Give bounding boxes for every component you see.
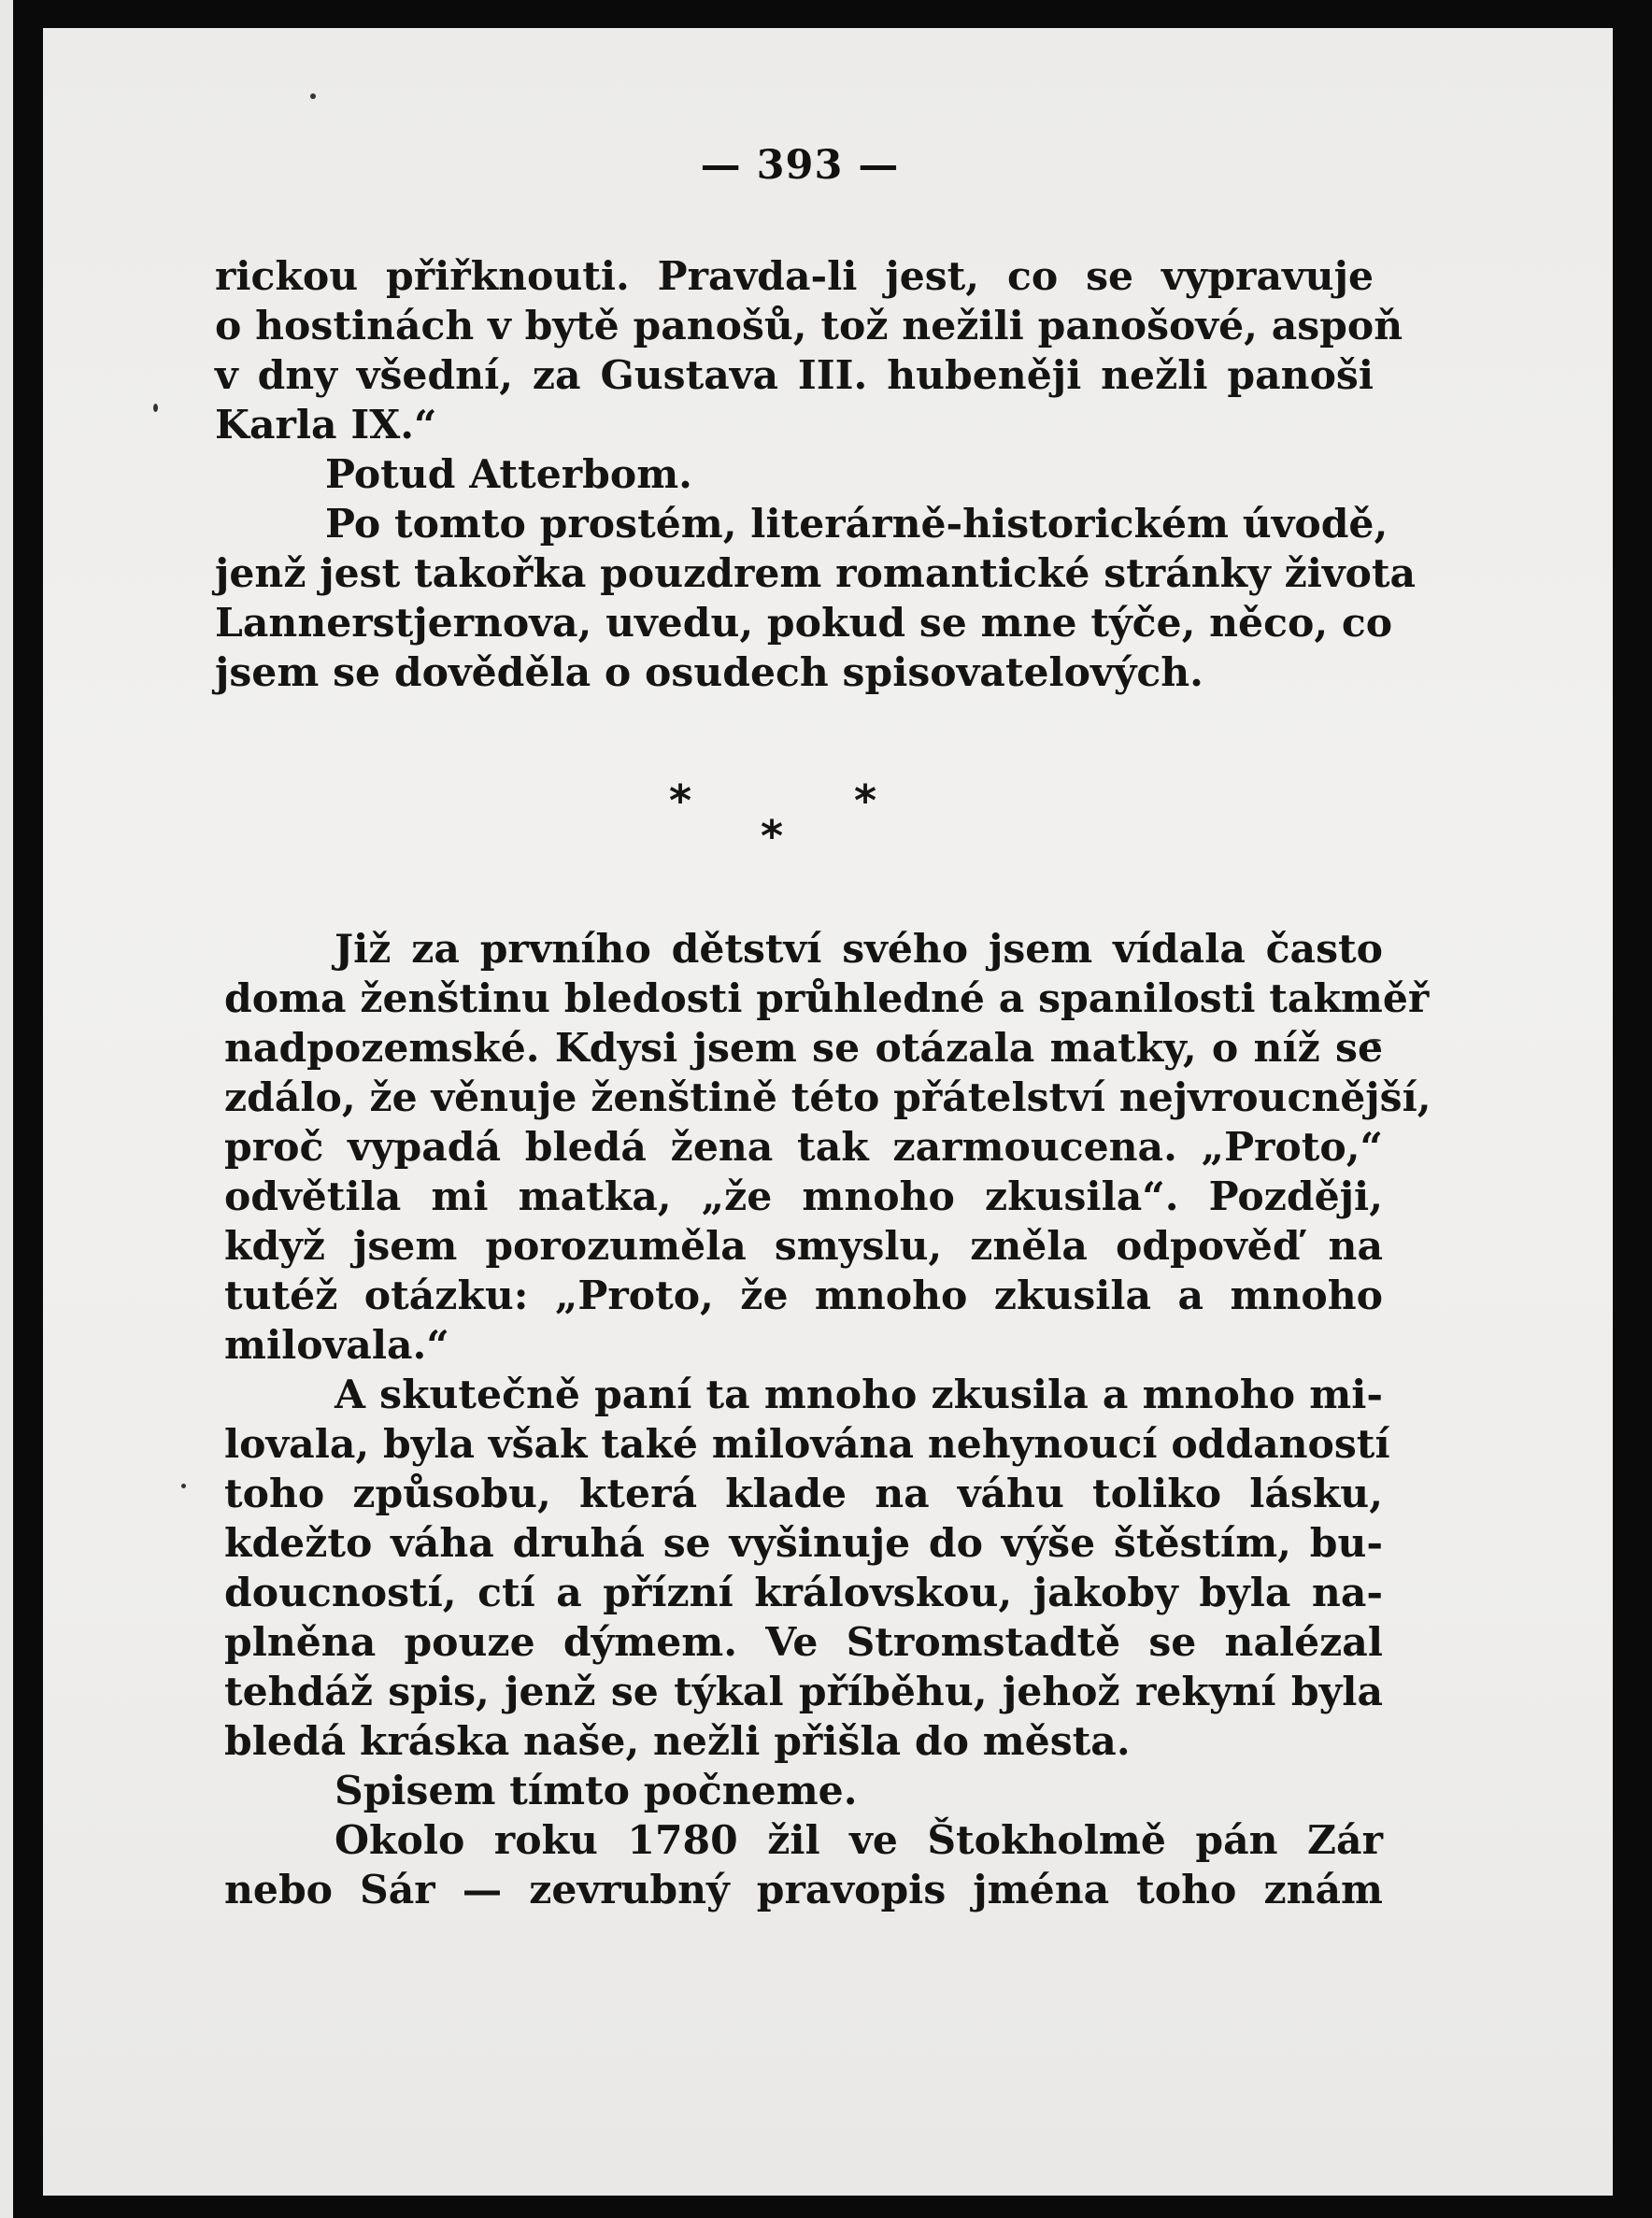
facing-page-edge xyxy=(0,0,13,2218)
page-number: — 393 — xyxy=(700,142,900,189)
text-line: Již za prvního dětství svého jsem vídala často xyxy=(335,926,1383,973)
text-line: Lannerstjernova, uvedu, pokud se mne týče, něco, co xyxy=(215,600,1393,647)
text-block-lower xyxy=(224,925,1431,1915)
text-line: o hostinách v bytě panošů, tož nežili panošové, aspoň xyxy=(215,303,1403,349)
text-line: Karla IX.“ xyxy=(215,402,437,448)
text-line: toho způsobu, která klade na váhu toliko lásku, xyxy=(224,1471,1383,1517)
text-line: jenž jest takořka pouzdrem romantické stránky života xyxy=(215,550,1417,597)
text-line: tehdáž spis, jenž se týkal příběhu, jehož rekyní byla xyxy=(224,1669,1383,1715)
dust-speck xyxy=(181,1484,186,1488)
text-line: plněna pouze dýmem. Ve Stromstadtě se nalézal xyxy=(224,1619,1383,1666)
text-line: kdežto váha druhá se vyšinuje do výše štěstím, bu- xyxy=(224,1520,1383,1567)
text-line: tutéž otázku: „Proto, že mnoho zkusila a mnoho xyxy=(224,1273,1383,1319)
text-line: bledá kráska naše, nežli přišla do města. xyxy=(224,1718,1131,1765)
text-line: odvětila mi matka, „že mnoho zkusila“. Později, xyxy=(224,1173,1383,1220)
text-line: milovala.“ xyxy=(224,1322,449,1369)
dust-speck xyxy=(310,93,316,99)
text-block-upper xyxy=(215,252,1417,698)
asterisk: * xyxy=(669,775,692,826)
text-line: Potud Atterbom. xyxy=(325,451,692,498)
text-line: když jsem porozuměla smyslu, zněla odpověď na xyxy=(224,1223,1383,1270)
text-line: v dny všední, za Gustava III. hubeněji nežli panoši xyxy=(215,352,1374,399)
text-line: nebo Sár — zevrubný pravopis jména toho znám xyxy=(224,1867,1383,1913)
text-line: doucností, ctí a přízní královskou, jakoby byla na- xyxy=(224,1570,1383,1616)
text-line: rickou přiřknouti. Pravda-li jest, co se vypravuje xyxy=(215,253,1374,300)
text-line: jsem se dověděla o osudech spisovatelových. xyxy=(215,649,1203,696)
text-line: lovala, byla však také milována nehynoucí oddaností xyxy=(224,1421,1390,1468)
text-line: A skutečně paní ta mnoho zkusila a mnoho mi- xyxy=(335,1372,1383,1418)
text-line: nadpozemské. Kdysi jsem se otázala matky, o níž se xyxy=(224,1025,1383,1072)
book-page xyxy=(43,28,1613,2196)
text-line: Spisem tímto počneme. xyxy=(335,1768,858,1814)
asterisk: * xyxy=(854,775,877,826)
text-line: proč vypadá bledá žena tak zarmoucena. „Proto,“ xyxy=(224,1124,1383,1171)
dust-speck xyxy=(153,404,158,412)
text-line: Okolo roku 1780 žil ve Štokholmě pán Zár xyxy=(335,1817,1383,1864)
text-line: zdálo, že věnuje ženštině této přátelství nejvroucnější, xyxy=(224,1074,1431,1121)
text-line: Po tomto prostém, literárně-historickém úvodě, xyxy=(325,501,1389,547)
asterisk: * xyxy=(761,811,784,861)
text-line: doma ženštinu bledosti průhledné a spanilosti takměř xyxy=(224,975,1430,1022)
